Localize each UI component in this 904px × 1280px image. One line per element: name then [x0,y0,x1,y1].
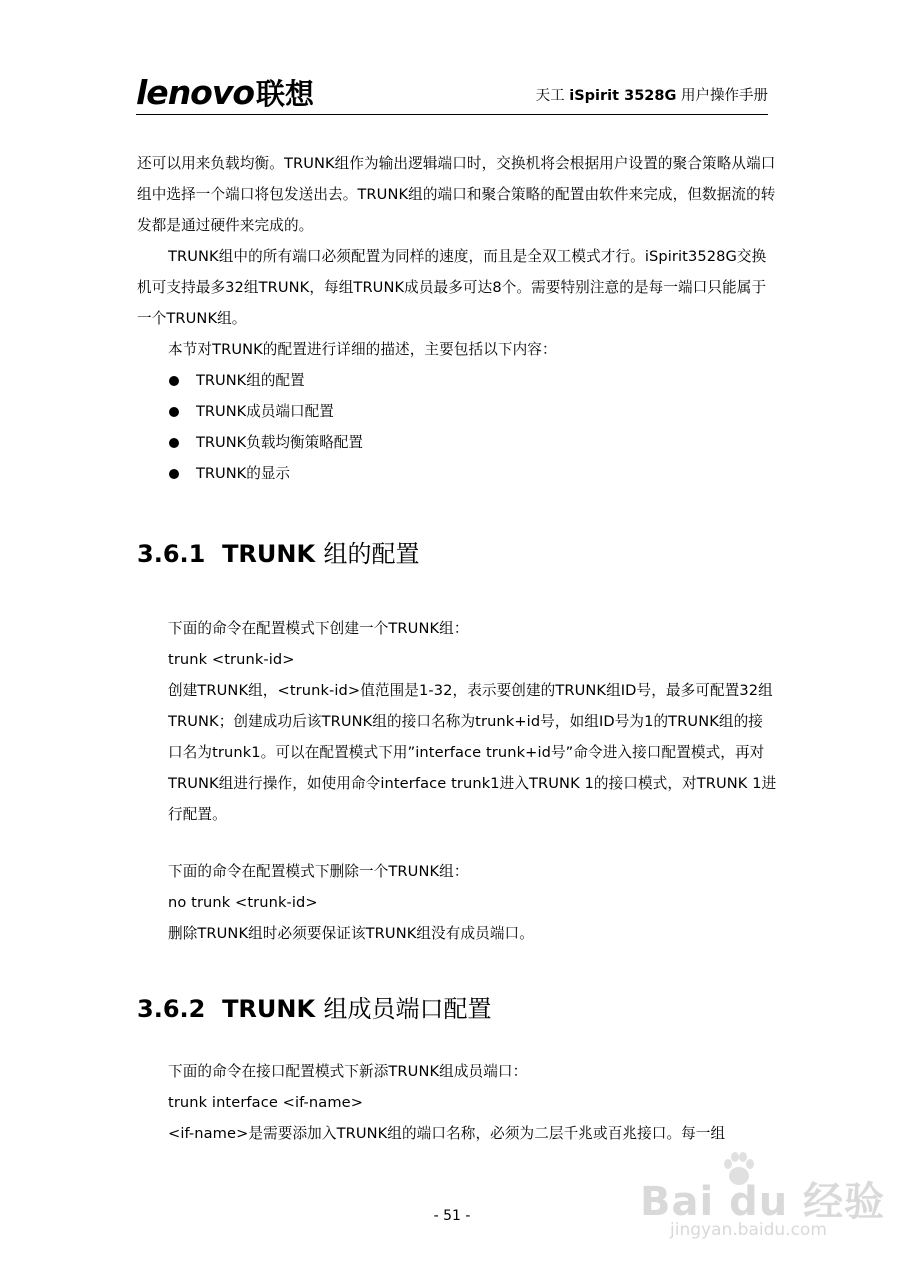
delete-intro: 下面的命令在配置模式下删除一个TRUNK组： [168,863,469,880]
add-member-block [137,1056,777,1149]
list-item-text: TRUNK的显示 [196,465,291,482]
document-title [536,84,768,105]
section-title-en: TRUNK [222,540,316,568]
page-number: - 51 - [433,1208,471,1224]
section-title-en: TRUNK [222,995,316,1023]
delete-command: no trunk <trunk-id> [168,894,318,911]
page-header [136,70,768,114]
create-command: trunk <trunk-id> [168,651,295,668]
doc-title-model: iSpirit 3528G [569,88,677,104]
header-divider [136,114,768,115]
baidu-jingyan-watermark [636,1150,886,1260]
watermark-brand: Bai du 经验 [640,1179,886,1225]
intro-paragraph-1: 还可以用来负载均衡。TRUNK组作为输出逻辑端口时，交换机将会根据用户设置的聚合策略从端口组中选择一个端口将包发送出去。TRUNK组的端口和聚合策略的配置由软件来完成，但数据流的转发都是通过硬件来完成的。 [137,155,776,234]
page-body [137,148,777,1149]
section-title-cn: 组的配置 [323,540,420,568]
doc-title-prefix: 天工 [535,88,570,104]
intro-paragraph-3: 本节对TRUNK的配置进行详细的描述，主要包括以下内容： [168,341,557,358]
list-item [137,365,777,396]
delete-description: 删除TRUNK组时必须要保证该TRUNK组没有成员端口。 [168,925,534,942]
section-number: 3.6.2 [137,995,206,1023]
create-description: 创建TRUNK组，<trunk-id>值范围是1-32，表示要创建的TRUNK组ID号，最多可配置32组TRUNK；创建成功后该TRUNK组的接口名称为trunk+id号，如组ID号为1的TRUNK组的接口名为trunk1。可以在配置模式下用”interface trunk+id号”命令进入接口配置模式，再对TRUNK组进行操作，如使用命令interface trunk1进入TRUNK 1的接口模式，对TRUNK 1进行配置。 [168,682,777,823]
list-item [137,427,777,458]
add-command: trunk interface <if-name> [168,1094,364,1111]
section-heading-3-6-1 [137,534,777,569]
create-intro: 下面的命令在配置模式下创建一个TRUNK组： [168,620,469,637]
lenovo-logo [136,72,314,113]
bullet-icon [169,376,179,386]
logo-cn: 联想 [256,77,315,111]
list-item-text: TRUNK负载均衡策略配置 [196,434,363,451]
list-item [137,458,777,489]
bullet-icon [169,438,179,448]
doc-title-suffix: 用户操作手册 [676,88,768,104]
add-intro: 下面的命令在接口配置模式下新添TRUNK组成员端口： [168,1063,528,1080]
section-title-cn: 组成员端口配置 [323,995,492,1023]
logo-en: lenovo [136,73,255,112]
watermark-url: jingyan.baidu.com [670,1220,827,1240]
section-heading-3-6-2 [137,989,777,1024]
section-number: 3.6.1 [137,540,206,568]
list-item [137,396,777,427]
list-item-text: TRUNK成员端口配置 [196,403,334,420]
add-description: <if-name>是需要添加入TRUNK组的端口名称，必须为二层千兆或百兆接口。每一组 [168,1125,726,1142]
list-item-text: TRUNK组的配置 [196,372,305,389]
delete-trunk-block [137,856,777,949]
topic-list [137,365,777,489]
bullet-icon [169,469,179,479]
intro-paragraph-2: TRUNK组中的所有端口必须配置为同样的速度，而且是全双工模式才行。iSpirit3528G交换机可支持最多32组TRUNK，每组TRUNK成员最多可达8个。需要特别注意的是每一端口只能属于一个TRUNK组。 [137,248,767,327]
bullet-icon [169,407,179,417]
create-trunk-block [137,613,777,830]
